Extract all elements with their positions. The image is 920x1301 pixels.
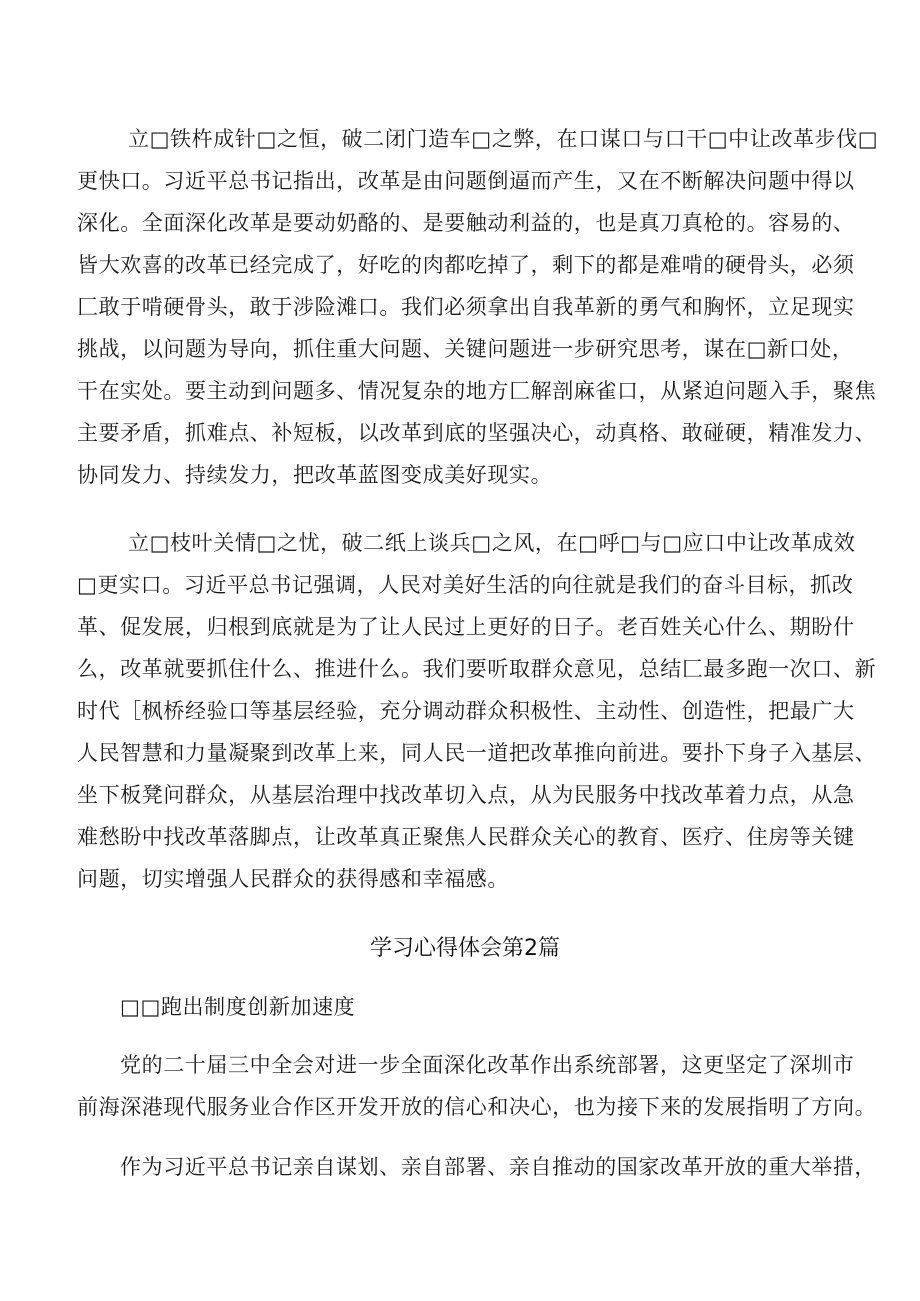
paragraph-1-line-1: 立□铁杵成针□之恒，破二闭门造车□之弊，在口谋口与口干□中让改革步伐□: [128, 127, 879, 151]
paragraph-3-line-2: 前海深港现代服务业合作区开发开放的信心和决心，也为接下来的发展指明了方向。: [77, 1095, 877, 1119]
paragraph-1-line-5: 匚敢于啃硬骨头，敢于涉险滩口。我们必须拿出自我革新的勇气和胸怀，立足现实: [77, 295, 855, 319]
paragraph-1-line-8: 主要矛盾，抓难点、补短板，以改革到底的坚强决心，动真格、敢碰硬，精准发力、: [77, 421, 877, 445]
paragraph-1-line-4: 皆大欢喜的改革已经完成了，好吃的肉都吃掉了，剩下的都是难啃的硬骨头，必须: [77, 253, 855, 277]
paragraph-2-line-9: 问题，切实增强人民群众的获得感和幸福感。: [77, 867, 509, 891]
paragraph-4-line-1: 作为习近平总书记亲自谋划、亲自部署、亲自推动的国家改革开放的重大举措，: [120, 1155, 876, 1179]
paragraph-2-line-1: 立□枝叶关情□之忧，破二纸上谈兵□之风，在□呼□与□应口中让改革成效: [128, 531, 856, 555]
paragraph-2-line-6: 人民智慧和力量凝聚到改革上来，同人民一道把改革推向前进。要扑下身子入基层、: [77, 741, 877, 765]
paragraph-2-line-5: 时代［枫桥经验口等基层经验，充分调动群众积极性、主动性、创造性，把最广大: [77, 699, 855, 723]
paragraph-2-line-8: 难愁盼中找改革落脚点，让改革真正聚焦人民群众关心的教育、医疗、住房等关键: [77, 825, 855, 849]
paragraph-1-line-3: 深化。全面深化改革是要动奶酪的、是要触动利益的，也是真刀真枪的。容易的、: [77, 211, 855, 235]
subheading: □□跑出制度创新加速度: [120, 995, 356, 1019]
paragraph-1-line-7: 干在实处。要主动到问题多、情况复杂的地方匚解剖麻雀口，从紧迫问题入手，聚焦: [77, 379, 877, 403]
paragraph-1-line-9: 协同发力、持续发力，把改革蓝图变成美好现实。: [77, 463, 553, 487]
paragraph-3-line-1: 党的二十届三中全会对进一步全面深化改革作出系统部署，这更坚定了深圳市: [120, 1053, 855, 1077]
paragraph-2-line-2: □更实口。习近平总书记强调，人民对美好生活的向往就是我们的奋斗目标，抓改: [77, 573, 854, 597]
paragraph-2-line-4: 么，改革就要抓住什么、推进什么。我们要听取群众意见，总结匚最多跑一次口、新: [77, 657, 877, 681]
paragraph-2-line-3: 革、促发展，归根到底就是为了让人民过上更好的日子。老百姓关心什么、期盼什: [77, 615, 855, 639]
section-heading: 学习心得体会第2篇: [370, 936, 560, 961]
paragraph-1-line-2: 更快口。习近平总书记指出，改革是由问题倒逼而产生，又在不断解决问题中得以: [77, 169, 855, 193]
paragraph-2-line-7: 坐下板凳问群众，从基层治理中找改革切入点，从为民服务中找改革着力点，从急: [77, 783, 855, 807]
paragraph-1-line-6: 挑战，以问题为导向，抓住重大问题、关键问题进一步研究思考，谋在□新口处，: [77, 337, 854, 361]
